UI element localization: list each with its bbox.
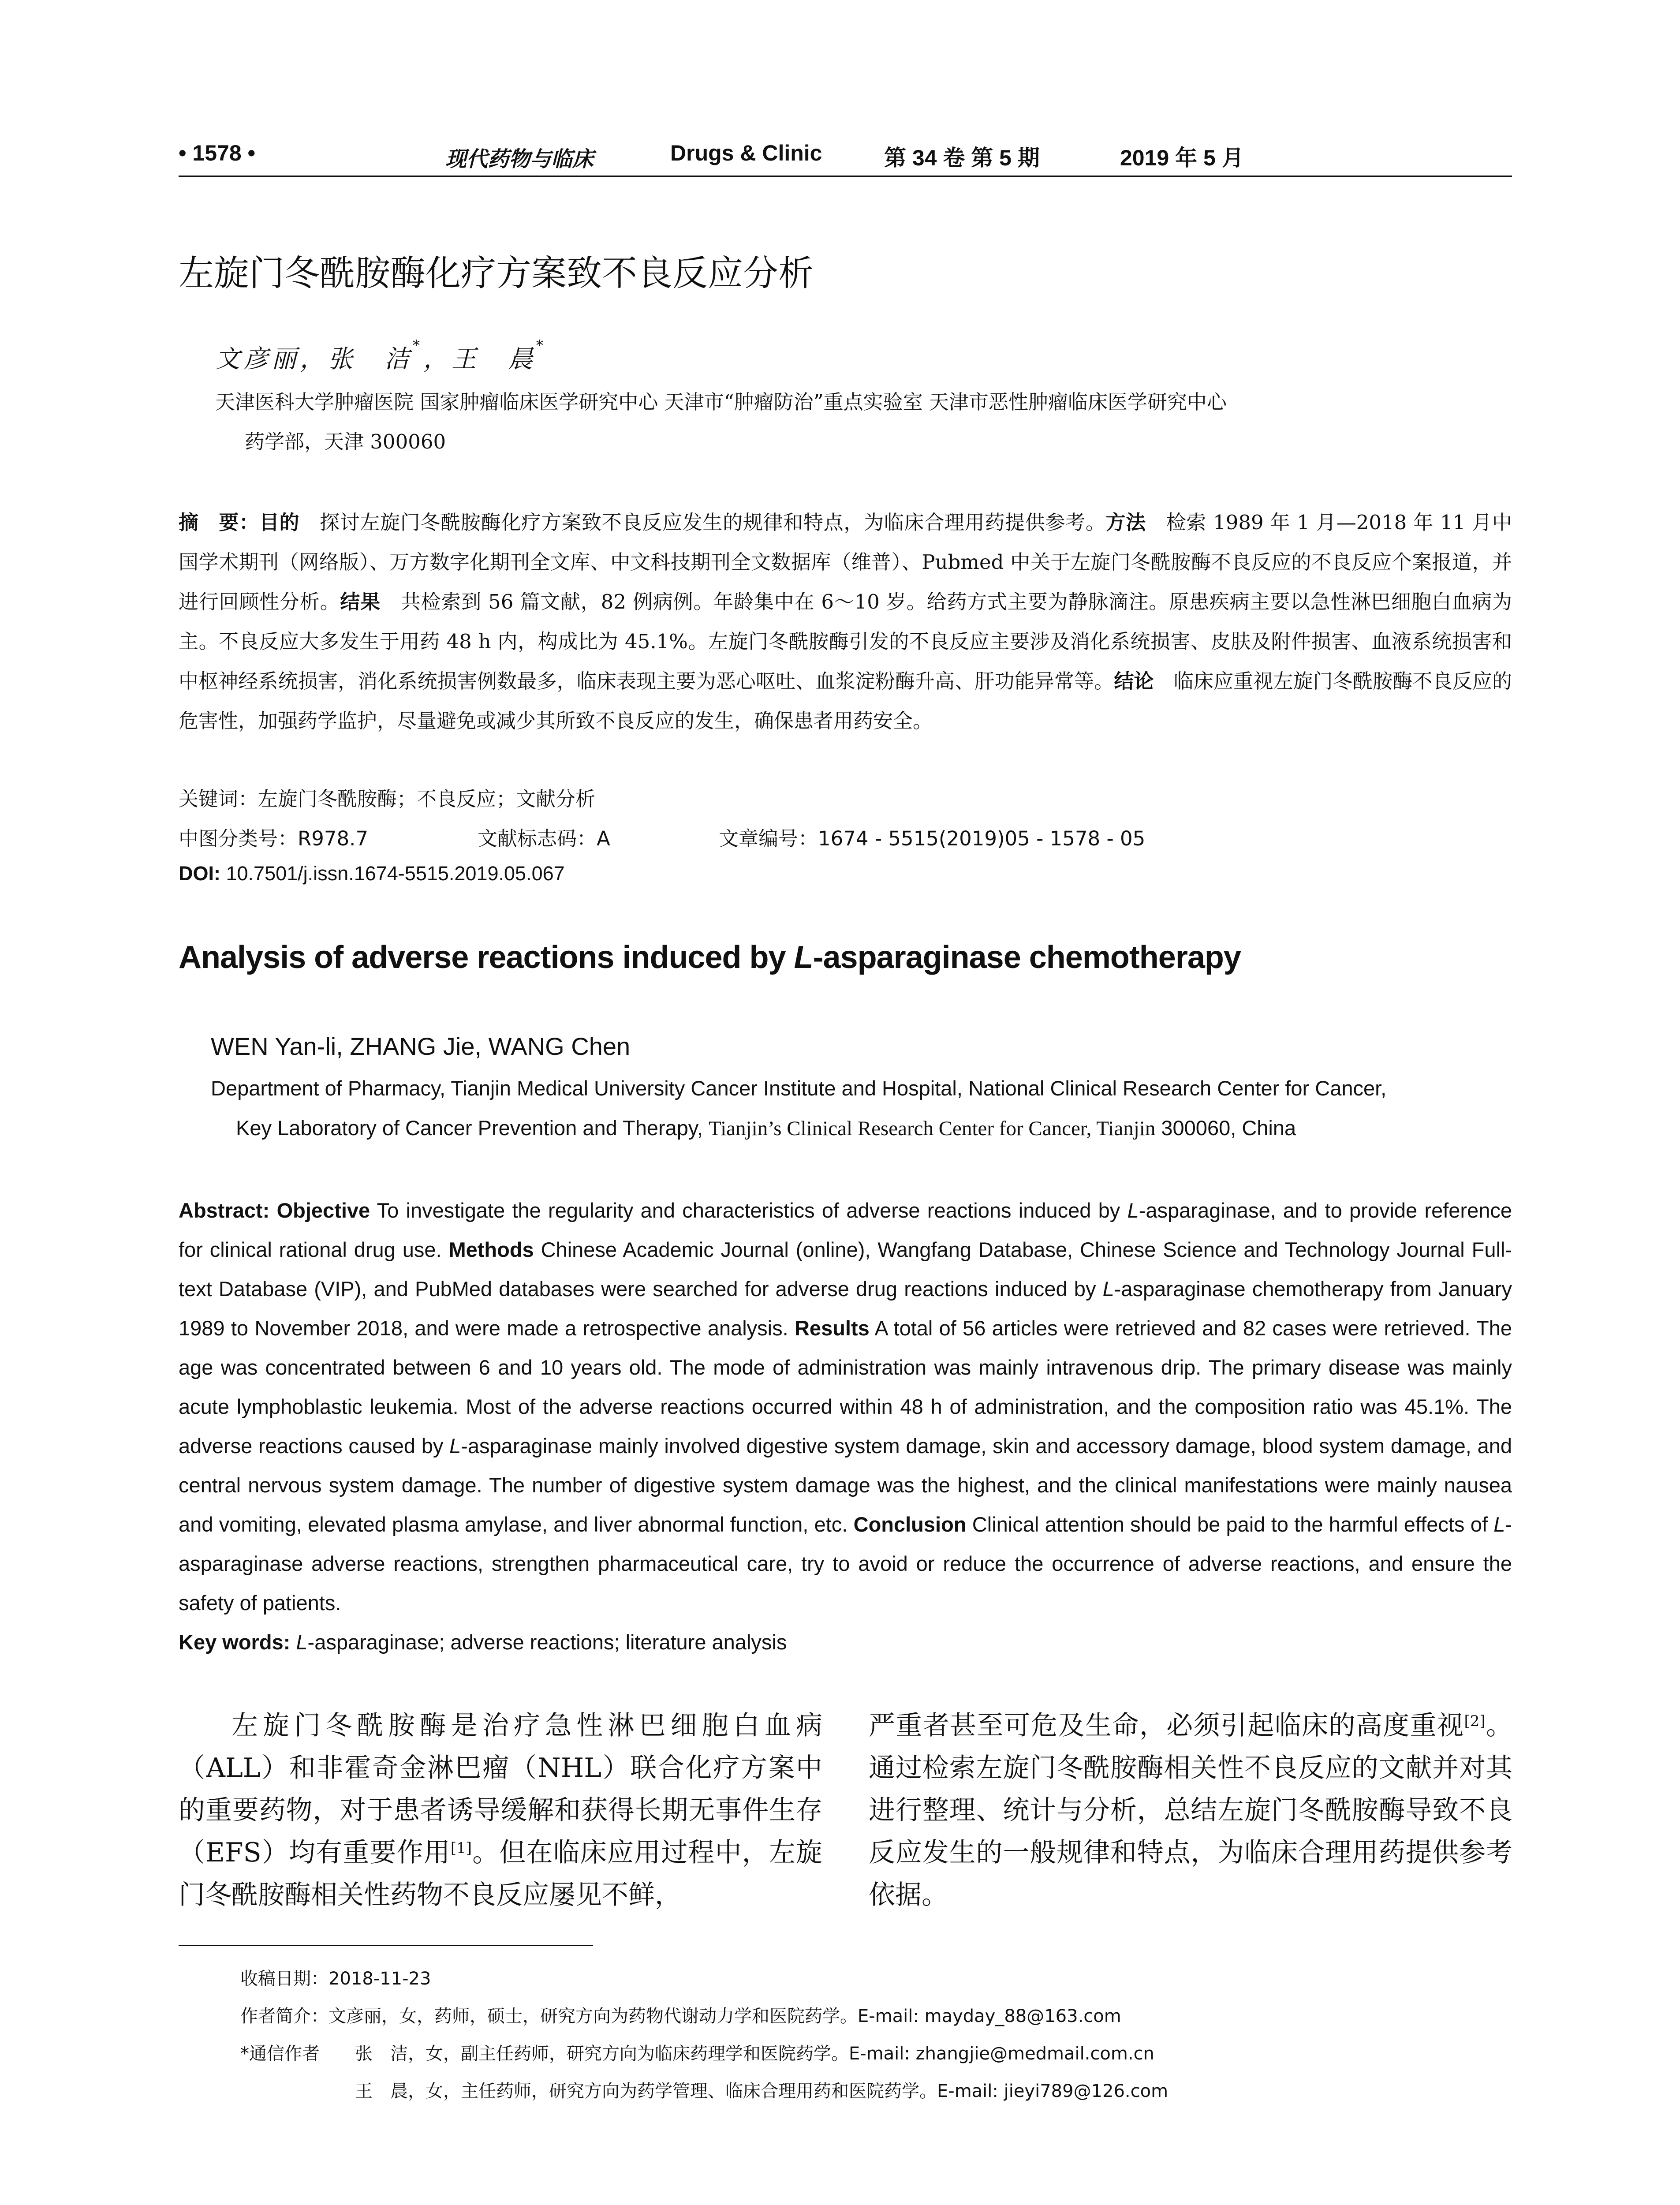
author-1: 文彦丽， bbox=[215, 345, 328, 374]
italic-l: L bbox=[290, 1630, 308, 1654]
corresponding-mark: * bbox=[413, 337, 423, 354]
author-separator: ， bbox=[423, 345, 452, 374]
author-3: 王 晨 bbox=[452, 345, 536, 374]
body-column-left bbox=[179, 1704, 822, 1916]
issue-date: 2019 年 5 月 bbox=[1120, 146, 1244, 170]
results-en-label: Results bbox=[794, 1316, 870, 1340]
objective-en-label: Objective bbox=[276, 1199, 370, 1222]
body-text: 左旋门冬酰胺酶是治疗急性淋巴细胞白血病（ALL）和非霍奇金淋巴瘤（NHL）联合化疗方案中的重要药物，对于患者诱导缓解和获得长期无事件生存（EFS）均有重要作用 bbox=[179, 1710, 822, 1868]
volume-issue: 第 34 卷 第 5 期 bbox=[884, 146, 1040, 170]
corresponding-author-1: 张 洁，女，副主任药师，研究方向为临床药理学和医院药学。E-mail: zhangjie@medmail.com.cn bbox=[355, 2044, 1154, 2064]
keywords-cn: 关键词：左旋门冬酰胺酶；不良反应；文献分析 bbox=[179, 787, 596, 811]
conclusion-en-label: Conclusion bbox=[853, 1513, 967, 1536]
body-column-right bbox=[869, 1704, 1512, 1916]
title-en-part1: Analysis of adverse reactions induced by bbox=[179, 940, 794, 975]
body-text: 严重者甚至可危及生命，必须引起临床的高度重视 bbox=[869, 1710, 1464, 1741]
body-text: 。通过检索左旋门冬酰胺酶相关性不良反应的文献并对其进行整理、统计与分析，总结左旋门冬酰胺酶导致不良反应发生的一般规律和特点，为临床合理用药提供参考依据。 bbox=[869, 1710, 1513, 1910]
italic-l: L bbox=[1127, 1199, 1139, 1222]
journal-title-en: Drugs & Clinic bbox=[670, 141, 822, 165]
corresponding-author-2: 王 晨，女，主任药师，研究方向为药学管理、临床合理用药和医院药学。E-mail: jieyi789@126.com bbox=[355, 2081, 1169, 2101]
affiliation-en-line2 bbox=[236, 1116, 1296, 1140]
affiliation-en-part-a: Key Laboratory of Cancer Prevention and Therapy, bbox=[236, 1116, 709, 1140]
author-2: 张 洁 bbox=[328, 345, 413, 374]
italic-l: L bbox=[1493, 1513, 1505, 1536]
header-rule bbox=[179, 176, 1512, 177]
authors-en: WEN Yan-li, ZHANG Jie, WANG Chen bbox=[211, 1032, 631, 1060]
objective-label: 目的 bbox=[259, 511, 300, 534]
keywords-en-text: -asparaginase; adverse reactions; literature analysis bbox=[307, 1630, 787, 1654]
affiliation-en-line1: Department of Pharmacy, Tianjin Medical University Cancer Institute and Hospital, National Clinical Research Center for Cancer, bbox=[211, 1076, 1387, 1100]
title-en-part2: -asparaginase chemotherapy bbox=[813, 940, 1241, 975]
objective-en-text: To investigate the regularity and characteristics of adverse reactions induced by bbox=[370, 1199, 1127, 1222]
document-code: 文献标志码：A bbox=[478, 827, 610, 850]
article-title-cn: 左旋门冬酰胺酶化疗方案致不良反应分析 bbox=[179, 253, 814, 294]
methods-en-label: Methods bbox=[448, 1238, 534, 1261]
results-en-text: A total of 56 articles were retrieved and 82 cases were retrieved. The age was concentrated between 6 and 10 years old. The mode of administration was mainly intravenous drip. The primary disease was mainly acute lymphoblastic leukemia. Most of the adverse reactions occurred within 48 h of administration, and the composition ratio was 45.1%. The adverse reactions caused by bbox=[179, 1316, 1512, 1458]
conclusion-en-text: Clinical attention should be paid to the harmful effects of bbox=[966, 1513, 1494, 1536]
methods-en-text: Chinese Academic Journal (online), Wangfang Database, Chinese Science and Technology Journal Full-text Database (VIP), and PubMed databases were searched for adverse drug reactions induced by bbox=[179, 1238, 1512, 1301]
doi-value[interactable]: 10.7501/j.issn.1674-5515.2019.05.067 bbox=[220, 862, 565, 885]
body-text: 。但在临床应用过程中，左旋门冬酰胺酶相关性药物不良反应屡见不鲜， bbox=[179, 1837, 822, 1910]
citation-ref[interactable]: [2] bbox=[1464, 1712, 1486, 1730]
article-number: 文章编号：1674 - 5515(2019)05 - 1578 - 05 bbox=[719, 827, 1146, 850]
authors-cn bbox=[215, 337, 547, 375]
corresponding-mark: * bbox=[536, 337, 547, 354]
italic-l: L bbox=[449, 1434, 461, 1458]
title-en-italic: L bbox=[794, 940, 813, 975]
received-date: 收稿日期：2018-11-23 bbox=[240, 1969, 431, 1989]
italic-l: L bbox=[1102, 1277, 1114, 1301]
affiliation-en-part-b: Tianjin’s Clinical Research Center for Cancer, Tianjin bbox=[709, 1117, 1156, 1140]
article-title-en bbox=[179, 939, 1241, 975]
objective-en-text: -asparaginase, and to provide reference for clinical rational drug use. bbox=[179, 1199, 1512, 1261]
results-label: 结果 bbox=[340, 590, 381, 613]
methods-en-text: -asparaginase chemotherapy from January 1989 to November 2018, and were made a retrospective analysis. bbox=[179, 1277, 1512, 1340]
affiliation-en-part-c: 300060, China bbox=[1155, 1116, 1296, 1140]
journal-title-cn: 现代药物与临床 bbox=[445, 147, 594, 172]
affiliation-cn-line2: 药学部，天津 300060 bbox=[245, 430, 446, 453]
abstract-en bbox=[179, 1191, 1512, 1662]
conclusion-text: 临床应重视左旋门冬酰胺酶不良反应的危害性，加强药学监护，尽量避免或减少其所致不良反应的发生，确保患者用药安全。 bbox=[179, 669, 1512, 733]
methods-text: 检索 1989 年 1 月—2018 年 11 月中国学术期刊（网络版）、万方数字化期刊全文库、中文科技期刊全文数据库（维普）、Pubmed 中关于左旋门冬酰胺酶不良反应的不良反应个案报道，并进行回顾性分析。 bbox=[179, 511, 1512, 613]
methods-label: 方法 bbox=[1105, 511, 1146, 534]
objective-text: 探讨左旋门冬酰胺酶化疗方案致不良反应发生的规律和特点，为临床合理用药提供参考。 bbox=[299, 511, 1106, 534]
abstract-cn bbox=[179, 503, 1512, 741]
affiliation-cn-line1: 天津医科大学肿瘤医院 国家肿瘤临床医学研究中心 天津市“肿瘤防治”重点实验室 天津市恶性肿瘤临床医学研究中心 bbox=[215, 390, 1227, 414]
conclusion-label: 结论 bbox=[1114, 669, 1154, 693]
results-en-text: -asparaginase mainly involved digestive system damage, skin and accessory damage, blood system damage, and central nervous system damage. The number of digestive system damage was the highest, and the clinical manifestations were mainly nausea and vomiting, elevated plasma amylase, and liver abnormal function, etc. bbox=[179, 1434, 1512, 1536]
keywords-en-label: Key words: bbox=[179, 1630, 291, 1654]
doi-label: DOI: bbox=[179, 862, 220, 885]
clc-number: 中图分类号：R978.7 bbox=[179, 827, 369, 850]
page-number: • 1578 • bbox=[179, 141, 256, 165]
footnote-rule bbox=[179, 1945, 593, 1946]
author-bio: 作者简介：文彦丽，女，药师，硕士，研究方向为药物代谢动力学和医院药学。E-mail: mayday_88@163.com bbox=[240, 2006, 1121, 2026]
abstract-en-label: Abstract: bbox=[179, 1199, 270, 1222]
results-text: 共检索到 56 篇文献，82 例病例。年龄集中在 6～10 岁。给药方式主要为静脉滴注。原患疾病主要以急性淋巴细胞白血病为主。不良反应大多发生于用药 48 h 内，构成比为 45.1%。左旋门冬酰胺酶引发的不良反应主要涉及消化系统损害、皮肤及附件损害、血液系统损害和中枢神经系统损害，消化系统损害例数最多，临床表现主要为恶心呕吐、血浆淀粉酶升高、肝功能异常等。 bbox=[179, 590, 1512, 693]
corresponding-label: *通信作者 bbox=[240, 2044, 320, 2064]
conclusion-en-text: -asparaginase adverse reactions, strengthen pharmaceutical care, try to avoid or reduce the occurrence of adverse reactions, and ensure the safety of patients. bbox=[179, 1513, 1512, 1615]
citation-ref[interactable]: [1] bbox=[450, 1839, 472, 1857]
abstract-cn-label: 摘 要： bbox=[179, 511, 259, 534]
doi[interactable] bbox=[179, 862, 565, 885]
